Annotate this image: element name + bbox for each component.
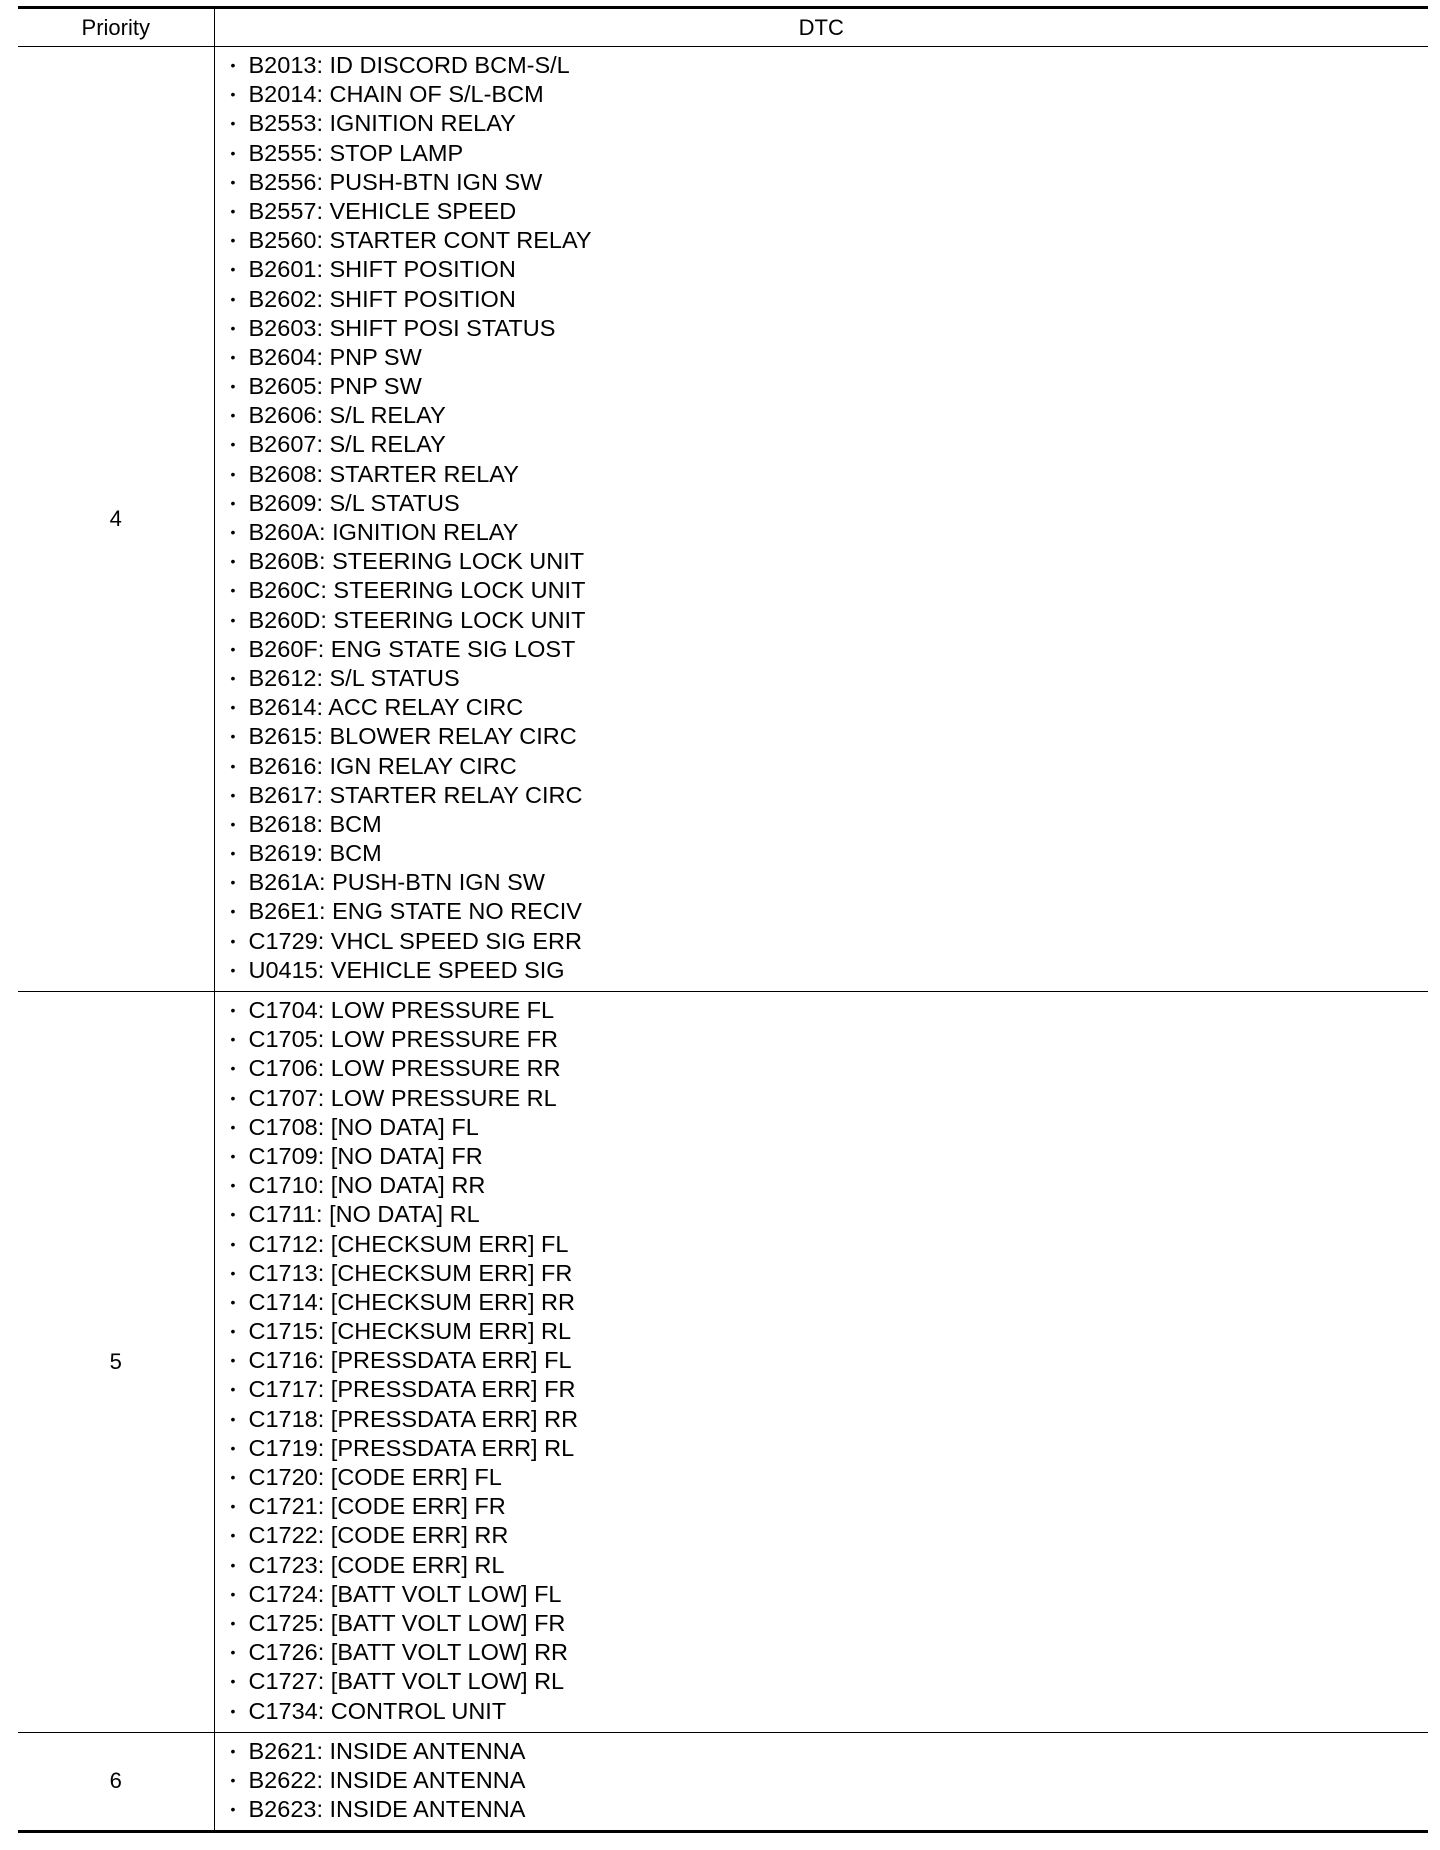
bullet-icon: • (230, 1323, 236, 1340)
dtc-list-item (225, 226, 1429, 255)
bullet-icon: • (230, 1742, 236, 1759)
bullet-icon: • (230, 1801, 236, 1818)
dtc-code-text: C1719: [PRESSDATA ERR] RL (248, 1434, 575, 1461)
bullet-icon: • (230, 611, 236, 628)
dtc-list-item (225, 1434, 1429, 1463)
dtc-priority-table (18, 6, 1428, 1833)
dtc-list-item (225, 168, 1429, 197)
priority-cell: 5 (18, 992, 214, 1733)
dtc-code-text: C1717: [PRESSDATA ERR] FR (248, 1376, 576, 1403)
bullet-icon: • (230, 845, 236, 862)
dtc-list-item (225, 576, 1429, 605)
dtc-code-text: B2604: PNP SW (248, 343, 422, 370)
dtc-code-text: B2560: STARTER CONT RELAY (248, 227, 592, 254)
dtc-cell (214, 992, 1428, 1733)
dtc-code-text: B2013: ID DISCORD BCM-S/L (248, 52, 570, 78)
dtc-code-text: C1718: [PRESSDATA ERR] RR (248, 1405, 579, 1432)
dtc-code-text: B2605: PNP SW (248, 373, 422, 400)
bullet-icon: • (230, 115, 236, 132)
bullet-icon: • (230, 1060, 236, 1077)
bullet-icon: • (230, 1498, 236, 1515)
dtc-code-text: B2606: S/L RELAY (248, 402, 446, 429)
dtc-code-text: C1708: [NO DATA] FL (248, 1113, 479, 1140)
bullet-icon: • (230, 669, 236, 686)
dtc-list-item (225, 752, 1429, 781)
priority-cell: 4 (18, 47, 214, 992)
bullet-icon: • (230, 786, 236, 803)
priority-cell: 6 (18, 1732, 214, 1832)
dtc-list-item (225, 489, 1429, 518)
dtc-list (225, 1737, 1429, 1825)
bullet-icon: • (230, 874, 236, 891)
dtc-list-item (225, 255, 1429, 284)
dtc-list-item (225, 285, 1429, 314)
dtc-list-item (225, 1609, 1429, 1638)
bullet-icon: • (230, 1556, 236, 1573)
dtc-list-item (225, 606, 1429, 635)
dtc-list-item (225, 343, 1429, 372)
bullet-icon: • (230, 261, 236, 278)
bullet-icon: • (230, 757, 236, 774)
dtc-code-text: B2608: STARTER RELAY (248, 460, 519, 487)
dtc-code-text: B260B: STEERING LOCK UNIT (248, 548, 585, 575)
dtc-list-item (225, 1259, 1429, 1288)
dtc-code-text: C1707: LOW PRESSURE RL (248, 1084, 557, 1111)
bullet-icon: • (230, 582, 236, 599)
dtc-cell (214, 1732, 1428, 1832)
dtc-code-text: C1722: [CODE ERR] RR (248, 1522, 509, 1549)
dtc-code-text: B2607: S/L RELAY (248, 431, 446, 458)
dtc-code-text: C1727: [BATT VOLT LOW] RL (248, 1668, 565, 1695)
dtc-code-text: C1710: [NO DATA] RR (248, 1172, 486, 1199)
dtc-code-text: B26E1: ENG STATE NO RECIV (248, 898, 582, 925)
bullet-icon: • (230, 524, 236, 540)
bullet-icon: • (230, 553, 236, 570)
dtc-code-text: B2553: IGNITION RELAY (248, 110, 516, 137)
dtc-list-item (225, 1200, 1429, 1229)
dtc-list-item (225, 839, 1429, 868)
dtc-list-item (225, 1113, 1429, 1142)
dtc-code-text: C1725: [BATT VOLT LOW] FR (248, 1609, 566, 1636)
table-row (18, 992, 1428, 1733)
dtc-list-item (225, 868, 1429, 897)
dtc-code-text: C1713: [CHECKSUM ERR] FR (248, 1259, 573, 1286)
bullet-icon: • (230, 1206, 236, 1223)
dtc-code-text: C1704: LOW PRESSURE FL (248, 997, 555, 1023)
dtc-code-text: C1705: LOW PRESSURE FR (248, 1026, 559, 1053)
dtc-list-item (225, 1025, 1429, 1054)
table-row (18, 1732, 1428, 1832)
dtc-list-item (225, 1084, 1429, 1113)
dtc-list-item (225, 781, 1429, 810)
bullet-icon: • (230, 961, 236, 978)
dtc-list-item (225, 1346, 1429, 1375)
bullet-icon: • (230, 436, 236, 453)
dtc-code-text: B2555: STOP LAMP (248, 139, 464, 166)
bullet-icon: • (230, 1352, 236, 1369)
dtc-code-text: B2621: INSIDE ANTENNA (248, 1737, 526, 1764)
dtc-code-text: B2603: SHIFT POSI STATUS (248, 314, 556, 341)
bullet-icon: • (230, 932, 236, 949)
dtc-list-item (225, 1405, 1429, 1434)
bullet-icon: • (230, 640, 236, 657)
dtc-list-item (225, 430, 1429, 459)
dtc-list-item (225, 80, 1429, 109)
dtc-list-item (225, 722, 1429, 751)
dtc-code-text: B260A: IGNITION RELAY (248, 519, 519, 545)
bullet-icon: • (230, 1439, 236, 1456)
bullet-icon: • (230, 1527, 236, 1544)
bullet-icon: • (230, 1585, 236, 1602)
bullet-icon: • (230, 815, 236, 832)
table-row (18, 47, 1428, 992)
dtc-code-text: B2619: BCM (248, 840, 382, 867)
dtc-code-text: C1726: [BATT VOLT LOW] RR (248, 1639, 569, 1666)
dtc-code-text: B2615: BLOWER RELAY CIRC (248, 723, 577, 750)
dtc-list-item (225, 460, 1429, 489)
dtc-list-item (225, 547, 1429, 576)
bullet-icon: • (230, 903, 236, 920)
dtc-list-item (225, 109, 1429, 138)
bullet-icon: • (230, 232, 236, 249)
dtc-list-item (225, 1375, 1429, 1404)
dtc-list-item (225, 1580, 1429, 1609)
dtc-code-text: C1706: LOW PRESSURE RR (248, 1055, 561, 1082)
bullet-icon: • (230, 407, 236, 424)
dtc-code-text: B2601: SHIFT POSITION (248, 256, 516, 283)
dtc-list-item (225, 897, 1429, 926)
bullet-icon: • (230, 290, 236, 307)
dtc-list-item (225, 1667, 1429, 1696)
bullet-icon: • (230, 348, 236, 365)
dtc-code-text: C1734: CONTROL UNIT (248, 1697, 507, 1724)
dtc-list-item (225, 1230, 1429, 1259)
dtc-list-item (225, 372, 1429, 401)
bullet-icon: • (230, 1771, 236, 1788)
dtc-list-item (225, 1171, 1429, 1200)
bullet-icon: • (230, 1002, 236, 1018)
priority-column-header: Priority (18, 8, 214, 47)
bullet-icon: • (230, 494, 236, 511)
dtc-code-text: B2616: IGN RELAY CIRC (248, 752, 517, 779)
dtc-list-item (225, 1638, 1429, 1667)
dtc-code-text: B2014: CHAIN OF S/L-BCM (248, 81, 544, 108)
bullet-icon: • (230, 1089, 236, 1106)
dtc-list-item (225, 1737, 1429, 1766)
dtc-code-text: B2556: PUSH-BTN IGN SW (248, 168, 543, 195)
dtc-list-item (225, 927, 1429, 956)
dtc-code-text: B2557: VEHICLE SPEED (248, 197, 517, 224)
dtc-list (225, 51, 1429, 985)
dtc-code-text: B261A: PUSH-BTN IGN SW (248, 869, 545, 896)
dtc-list-item (225, 1463, 1429, 1492)
dtc-code-text: B2612: S/L STATUS (248, 664, 460, 691)
dtc-list-item (225, 1766, 1429, 1795)
dtc-code-text: B260F: ENG STATE SIG LOST (248, 635, 576, 662)
dtc-code-text: B260D: STEERING LOCK UNIT (248, 606, 586, 633)
bullet-icon: • (230, 465, 236, 482)
dtc-list-item (225, 1521, 1429, 1550)
bullet-icon: • (230, 1702, 236, 1719)
bullet-icon: • (230, 1177, 236, 1194)
dtc-list-item (225, 197, 1429, 226)
dtc-code-text: B2602: SHIFT POSITION (248, 285, 516, 312)
dtc-list-item (225, 314, 1429, 343)
dtc-list-item (225, 635, 1429, 664)
dtc-code-text: C1715: [CHECKSUM ERR] RL (248, 1318, 572, 1345)
bullet-icon: • (230, 728, 236, 745)
dtc-list-item (225, 956, 1429, 985)
dtc-list-item (225, 664, 1429, 693)
dtc-list-item (225, 1054, 1429, 1083)
dtc-code-text: B2622: INSIDE ANTENNA (248, 1766, 526, 1793)
dtc-list-item (225, 1697, 1429, 1726)
dtc-code-text: C1709: [NO DATA] FR (248, 1142, 483, 1169)
bullet-icon: • (230, 1381, 236, 1398)
bullet-icon: • (230, 1469, 236, 1485)
dtc-list-item (225, 996, 1429, 1025)
dtc-code-text: B2609: S/L STATUS (248, 489, 460, 516)
bullet-icon: • (230, 1410, 236, 1427)
bullet-icon: • (230, 1147, 236, 1164)
dtc-list-item (225, 1317, 1429, 1346)
dtc-code-text: B2617: STARTER RELAY CIRC (248, 781, 583, 808)
dtc-code-text: C1712: [CHECKSUM ERR] FL (248, 1230, 569, 1257)
bullet-icon: • (230, 699, 236, 716)
dtc-code-text: C1721: [CODE ERR] FR (248, 1493, 506, 1520)
bullet-icon: • (230, 1264, 236, 1281)
dtc-code-text: C1720: [CODE ERR] FL (248, 1464, 502, 1490)
dtc-code-text: C1724: [BATT VOLT LOW] FL (248, 1580, 562, 1607)
bullet-icon: • (230, 1235, 236, 1252)
dtc-list-item (225, 401, 1429, 430)
bullet-icon: • (230, 1293, 236, 1310)
dtc-list-item (225, 693, 1429, 722)
dtc-code-text: C1729: VHCL SPEED SIG ERR (248, 927, 582, 954)
dtc-list-item (225, 1795, 1429, 1824)
dtc-code-text: B260C: STEERING LOCK UNIT (248, 577, 586, 604)
dtc-list-item (225, 518, 1429, 547)
bullet-icon: • (230, 1614, 236, 1631)
dtc-cell (214, 47, 1428, 992)
dtc-list-item (225, 1142, 1429, 1171)
bullet-icon: • (230, 378, 236, 395)
dtc-list-item (225, 1551, 1429, 1580)
dtc-list (225, 996, 1429, 1726)
document-page (18, 6, 1428, 1833)
table-header-row (18, 8, 1428, 47)
dtc-code-text: C1723: [CODE ERR] RL (248, 1551, 505, 1578)
bullet-icon: • (230, 1031, 236, 1048)
bullet-icon: • (230, 86, 236, 103)
dtc-list-item (225, 1492, 1429, 1521)
dtc-column-header: DTC (214, 8, 1428, 47)
bullet-icon: • (230, 1644, 236, 1661)
dtc-code-text: U0415: VEHICLE SPEED SIG (248, 956, 565, 983)
dtc-list-item (225, 810, 1429, 839)
dtc-code-text: B2618: BCM (248, 810, 382, 837)
bullet-icon: • (230, 1673, 236, 1690)
dtc-code-text: C1716: [PRESSDATA ERR] FL (248, 1347, 572, 1374)
dtc-code-text: C1711: [NO DATA] RL (248, 1201, 480, 1228)
dtc-code-text: B2623: INSIDE ANTENNA (248, 1796, 526, 1823)
bullet-icon: • (230, 1118, 236, 1135)
dtc-code-text: B2614: ACC RELAY CIRC (248, 694, 524, 721)
dtc-list-item (225, 139, 1429, 168)
bullet-icon: • (230, 319, 236, 336)
table-body (18, 47, 1428, 1832)
dtc-code-text: C1714: [CHECKSUM ERR] RR (248, 1288, 575, 1315)
bullet-icon: • (230, 144, 236, 161)
dtc-list-item (225, 1288, 1429, 1317)
bullet-icon: • (230, 202, 236, 219)
bullet-icon: • (230, 173, 236, 190)
dtc-list-item (225, 51, 1429, 80)
bullet-icon: • (230, 57, 236, 73)
